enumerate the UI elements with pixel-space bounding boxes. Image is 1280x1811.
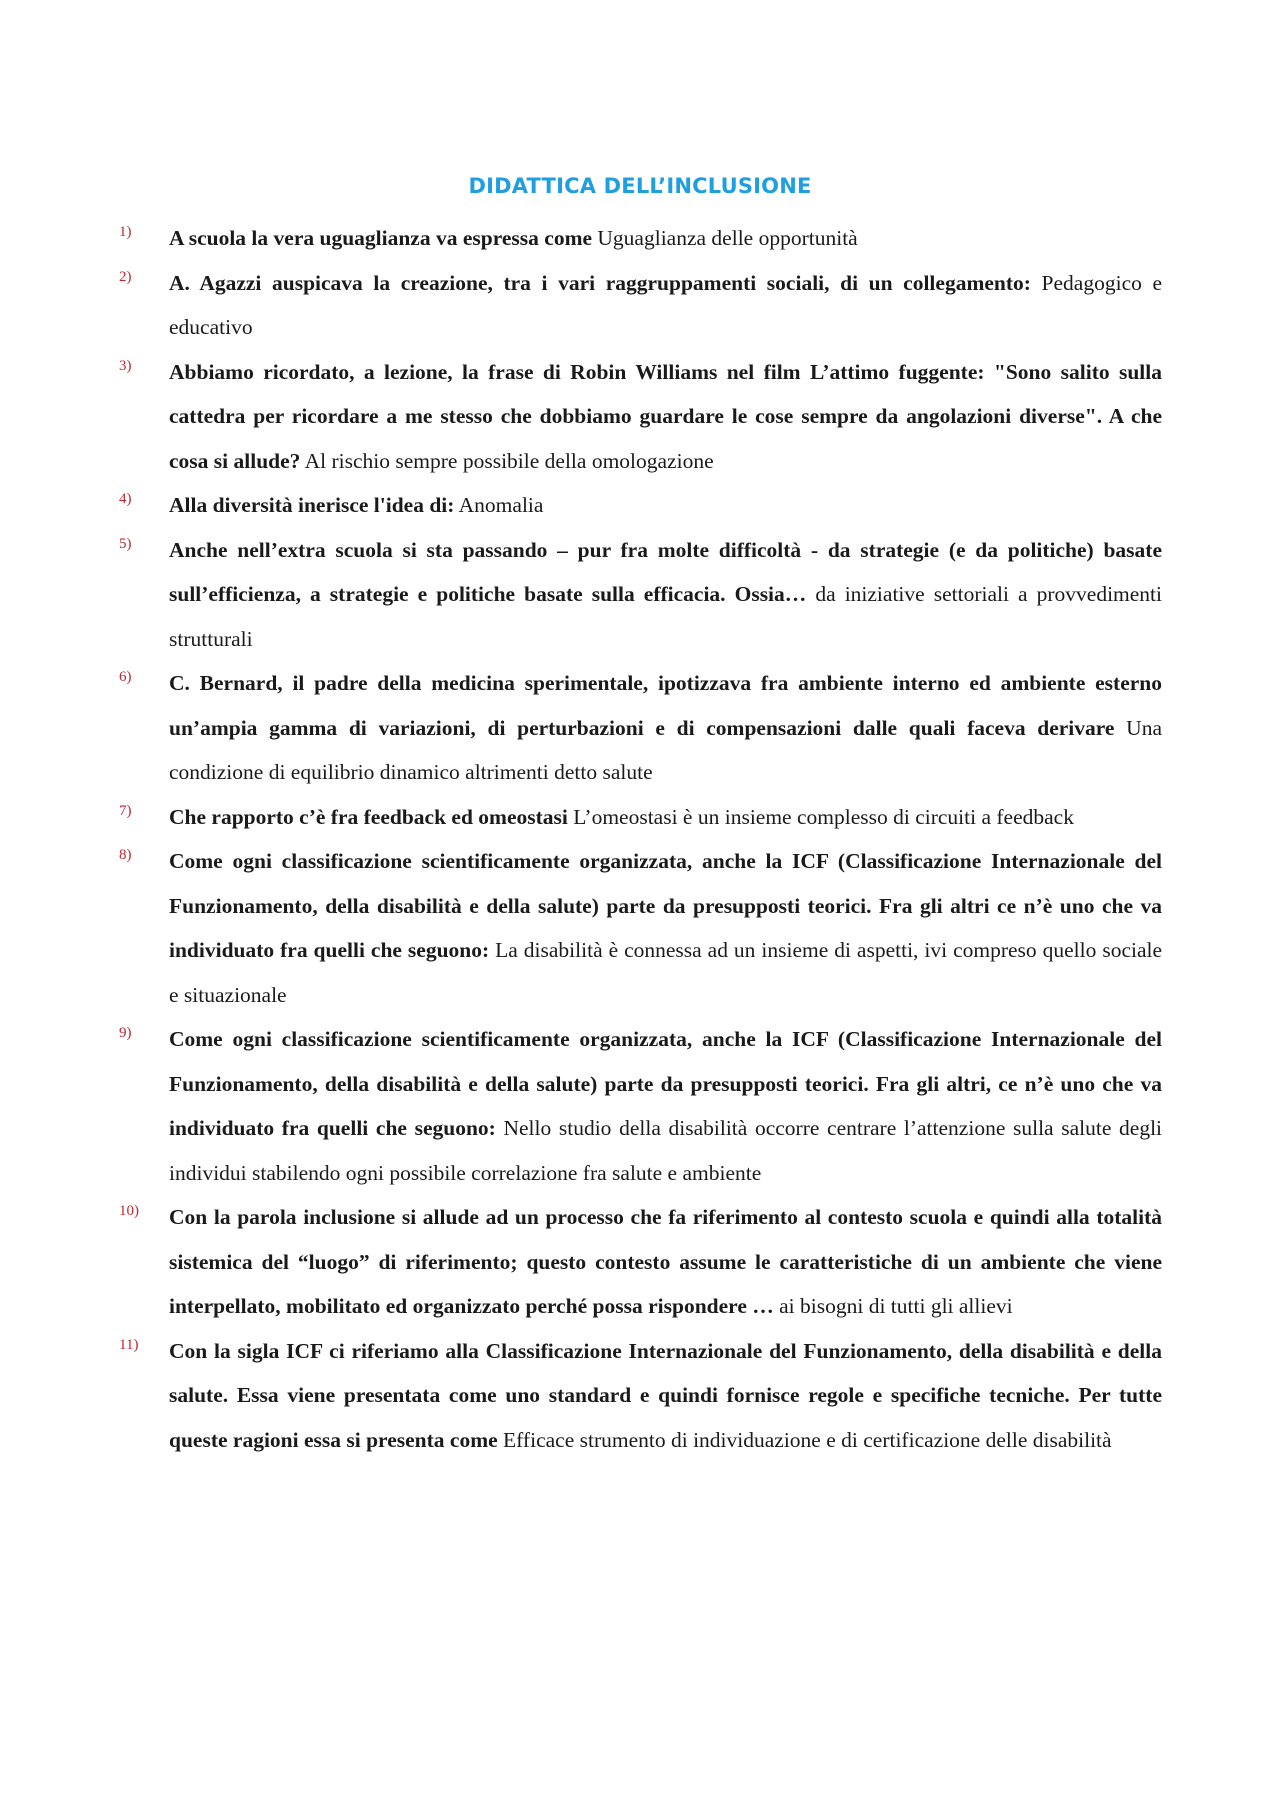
question-text: Con la parola inclusione si allude ad un processo che fa riferimento al contesto scuola e quindi alla totalità sistemica del “luogo” di riferimento; questo contesto assume le caratteristiche di un ambiente che viene interpellato, mobilitato ed organizzato perché possa rispondere … xyxy=(169,1205,1162,1318)
answer-text: Nello studio della disabilità occorre centrare l’attenzione sulla salute degli individui stabilendo ogni possibile correlazione fra salute e ambiente xyxy=(169,1116,1163,1185)
list-item xyxy=(0,350,1280,484)
item-text xyxy=(169,216,1162,261)
item-text xyxy=(169,795,1162,840)
answer-text: La disabilità è connessa ad un insieme di aspetti, ivi compreso quello sociale e situazionale xyxy=(169,938,1163,1007)
item-number: 3) xyxy=(119,357,132,374)
list-item xyxy=(0,839,1280,1017)
list-item xyxy=(0,795,1280,840)
question-text: Che rapporto c’è fra feedback ed omeostasi xyxy=(169,804,568,829)
question-text: Con la sigla ICF ci riferiamo alla Classificazione Internazionale del Funzionamento, della disabilità e della salute. Essa viene presentata come uno standard e quindi fornisce regole e specifiche tecniche. Per tutte queste ragioni essa si presenta come xyxy=(169,1338,1162,1452)
question-text: A. Agazzi auspicava la creazione, tra i vari raggruppamenti sociali, di un collegamento: xyxy=(169,270,1031,295)
document-title: DIDATTICA DELL’INCLUSIONE xyxy=(468,174,812,198)
item-text xyxy=(169,528,1162,662)
item-number: 7) xyxy=(119,802,132,819)
answer-text: Uguaglianza delle opportunità xyxy=(597,226,858,250)
question-text: Come ogni classificazione scientificamente organizzata, anche la ICF (Classificazione Internazionale del Funzionamento, della disabilità e della salute) parte da presupposti teorici. Fra gli altri ce n’è uno che va individuato fra quelli che seguono: xyxy=(169,849,1162,962)
question-text: Come ogni classificazione scientificamente organizzata, anche la ICF (Classificazione Internazionale del Funzionamento, della disabilità e della salute) parte da presupposti teorici. Fra gli altri, ce n’è uno che va individuato fra quelli che seguono: xyxy=(169,1027,1162,1140)
list-item xyxy=(0,528,1280,662)
item-text xyxy=(169,1195,1162,1329)
answer-text: Al rischio sempre possibile della omologazione xyxy=(304,448,714,473)
item-number: 1) xyxy=(119,224,132,240)
list-item xyxy=(0,483,1280,528)
item-text xyxy=(169,661,1162,795)
list-item xyxy=(0,216,1280,261)
item-text xyxy=(169,483,1162,528)
item-number: 4) xyxy=(119,491,132,507)
answer-text: Anomalia xyxy=(458,493,544,517)
item-number: 10) xyxy=(119,1203,139,1219)
question-text: Anche nell’extra scuola si sta passando – pur fra molte difficoltà - da strategie (e da politiche) basate sull’efficienza, a strategie e politiche basate sulla efficacia. Ossia… xyxy=(169,537,1162,606)
list-item xyxy=(0,261,1280,350)
answer-text: Una condizione di equilibrio dinamico altrimenti detto salute xyxy=(169,715,1162,784)
item-number: 2) xyxy=(119,268,132,285)
item-number: 5) xyxy=(119,535,132,552)
list-item xyxy=(0,1195,1280,1329)
list-item xyxy=(0,1329,1280,1463)
item-text xyxy=(169,1329,1162,1463)
question-text: Alla diversità inerisce l'idea di: xyxy=(169,493,455,517)
question-text: A scuola la vera uguaglianza va espressa come xyxy=(169,226,593,250)
question-list xyxy=(0,216,1280,1462)
item-number: 8) xyxy=(119,847,132,863)
item-text xyxy=(169,261,1162,350)
item-text xyxy=(169,839,1162,1017)
list-item xyxy=(0,661,1280,795)
answer-text: Pedagogico e educativo xyxy=(169,270,1162,339)
item-number: 9) xyxy=(119,1025,132,1041)
answer-text: ai bisogni di tutti gli allievi xyxy=(779,1294,1013,1318)
item-number: 11) xyxy=(119,1336,139,1353)
item-number: 6) xyxy=(119,669,132,685)
answer-text: L’omeostasi è un insieme complesso di circuiti a feedback xyxy=(573,804,1074,829)
answer-text: da iniziative settoriali a provvedimenti strutturali xyxy=(169,582,1163,651)
list-item xyxy=(0,1017,1280,1195)
item-text xyxy=(169,1017,1162,1195)
question-text: C. Bernard, il padre della medicina sperimentale, ipotizzava fra ambiente interno ed ambiente esterno un’ampia gamma di variazioni, di perturbazioni e di compensazioni dalle quali faceva derivare xyxy=(169,671,1162,740)
item-text xyxy=(169,350,1162,484)
answer-text: Efficace strumento di individuazione e di certificazione delle disabilità xyxy=(503,1427,1112,1452)
question-text: Abbiamo ricordato, a lezione, la frase di Robin Williams nel film L’attimo fuggente: "Sono salito sulla cattedra per ricordare a me stesso che dobbiamo guardare le cose sempre da angolazioni diverse". A che cosa si allude? xyxy=(169,359,1162,473)
